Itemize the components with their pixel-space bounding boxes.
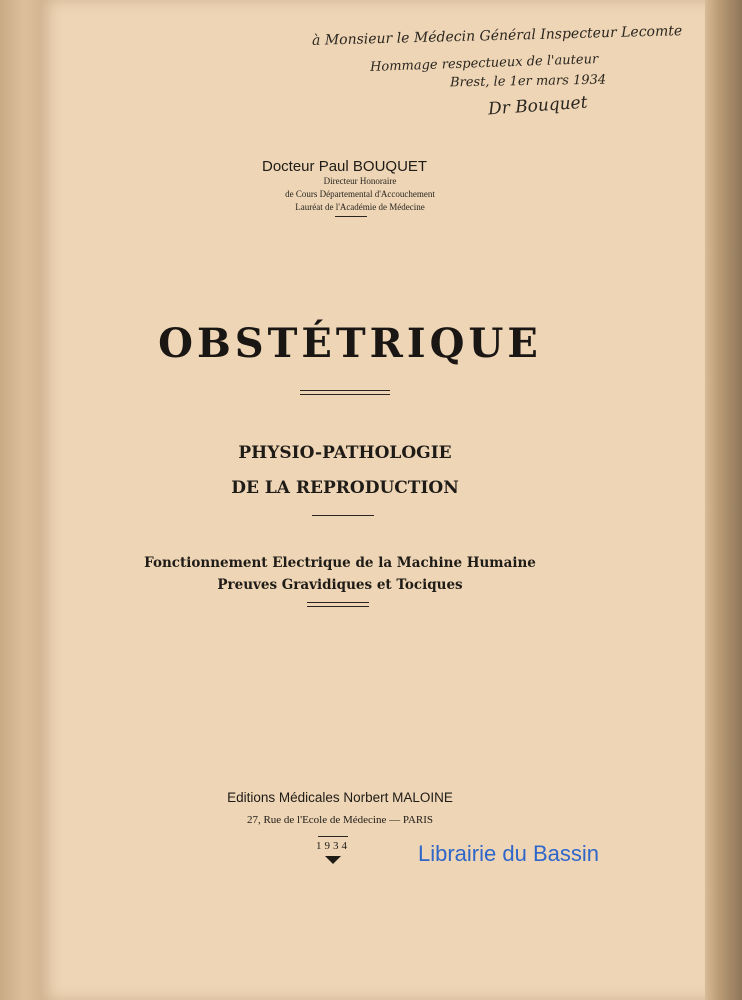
subtitle-divider bbox=[312, 515, 374, 516]
author-name-prefix: Docteur Paul bbox=[262, 158, 349, 175]
subtitle-line-2: DE LA REPRODUCTION bbox=[231, 478, 459, 498]
inscription-line-1: à Monsieur le Médecin Général Inspecteur Lecomte bbox=[311, 23, 683, 49]
description-rule-bottom bbox=[307, 606, 369, 607]
publisher-address: 27, Rue de l'Ecole de Médecine — PARIS bbox=[246, 814, 434, 826]
author-credential-1: Directeur Honoraire bbox=[323, 176, 397, 186]
author-credential-2: de Cours Départemental d'Accouchement bbox=[285, 189, 435, 199]
page-stack-edge bbox=[705, 0, 742, 1000]
publisher-name: Editions Médicales Norbert MALOINE bbox=[227, 790, 453, 805]
bookseller-watermark: Librairie du Bassin bbox=[418, 841, 599, 866]
author-name bbox=[262, 158, 446, 175]
publication-year: 1934 bbox=[316, 840, 350, 852]
description-line-1: Fonctionnement Electrique de la Machine Humaine bbox=[144, 555, 536, 571]
book-title: OBSTÉTRIQUE bbox=[158, 320, 542, 367]
previous-page-edge bbox=[0, 0, 40, 1000]
handwritten-signature: Dr Bouquet bbox=[487, 92, 589, 120]
author-divider bbox=[335, 216, 367, 217]
inscription-line-3: Brest, le 1er mars 1934 bbox=[449, 72, 607, 91]
author-surname: BOUQUET bbox=[352, 158, 428, 175]
inscription-line-2: Hommage respectueux de l'auteur bbox=[369, 52, 599, 75]
author-credential-3: Lauréat de l'Académie de Médecine bbox=[295, 202, 425, 212]
triangle-ornament-icon bbox=[325, 856, 341, 864]
title-page bbox=[40, 0, 712, 1000]
publisher-divider bbox=[318, 836, 348, 837]
title-rule-bottom bbox=[300, 394, 390, 395]
description-rule-top bbox=[307, 602, 369, 603]
title-rule-top bbox=[300, 390, 390, 391]
subtitle-line-1: PHYSIO-PATHOLOGIE bbox=[238, 443, 452, 463]
description-line-2: Preuves Gravidiques et Tociques bbox=[217, 577, 463, 593]
